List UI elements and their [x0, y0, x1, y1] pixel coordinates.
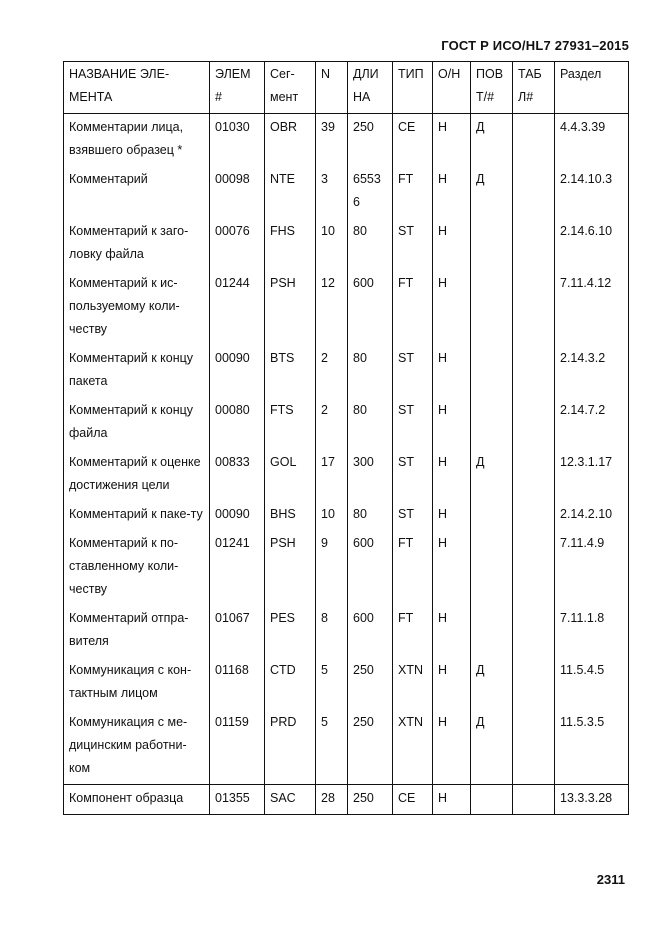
cell-type: FT [393, 605, 433, 657]
table-row [64, 218, 629, 270]
page-number: 2311 [596, 872, 625, 887]
cell-elem: 01241 [210, 530, 265, 605]
cell-type: ST [393, 397, 433, 449]
cell-n: 12 [316, 270, 348, 345]
cell-length: 600 [348, 270, 393, 345]
cell-segment: PSH [265, 530, 316, 605]
table-row [64, 449, 629, 501]
cell-rep [471, 530, 513, 605]
cell-n: 10 [316, 218, 348, 270]
cell-rep: Д [471, 166, 513, 218]
cell-on: Н [433, 449, 471, 501]
cell-section: 11.5.4.5 [555, 657, 629, 709]
cell-type: ST [393, 218, 433, 270]
cell-n: 3 [316, 166, 348, 218]
cell-on: Н [433, 345, 471, 397]
cell-elem: 01030 [210, 114, 265, 167]
col-header-name: НАЗВАНИЕ ЭЛЕ-МЕНТА [64, 62, 210, 114]
cell-tab [513, 785, 555, 815]
cell-elem: 00080 [210, 397, 265, 449]
col-header-elem: ЭЛЕМ # [210, 62, 265, 114]
cell-rep: Д [471, 114, 513, 167]
cell-length: 80 [348, 218, 393, 270]
cell-length: 600 [348, 530, 393, 605]
cell-rep [471, 397, 513, 449]
cell-length: 250 [348, 709, 393, 785]
table-row [64, 501, 629, 530]
cell-length: 600 [348, 605, 393, 657]
cell-on: Н [433, 501, 471, 530]
cell-rep [471, 270, 513, 345]
cell-n: 9 [316, 530, 348, 605]
cell-section: 4.4.3.39 [555, 114, 629, 167]
cell-rep [471, 605, 513, 657]
cell-section: 2.14.7.2 [555, 397, 629, 449]
cell-section: 2.14.6.10 [555, 218, 629, 270]
cell-section: 7.11.1.8 [555, 605, 629, 657]
col-header-tab: ТАБ Л# [513, 62, 555, 114]
cell-elem: 00098 [210, 166, 265, 218]
cell-n: 8 [316, 605, 348, 657]
cell-tab [513, 270, 555, 345]
cell-n: 5 [316, 657, 348, 709]
data-elements-table [63, 61, 629, 815]
cell-rep [471, 218, 513, 270]
cell-on: Н [433, 657, 471, 709]
cell-rep: Д [471, 709, 513, 785]
table-row [64, 785, 629, 815]
cell-elem: 00833 [210, 449, 265, 501]
cell-name: Комментарий [64, 166, 210, 218]
cell-tab [513, 501, 555, 530]
col-header-length: ДЛИ НА [348, 62, 393, 114]
cell-elem: 00090 [210, 345, 265, 397]
col-header-on: О/Н [433, 62, 471, 114]
cell-rep: Д [471, 449, 513, 501]
cell-length: 250 [348, 657, 393, 709]
cell-rep [471, 785, 513, 815]
cell-elem: 00076 [210, 218, 265, 270]
cell-section: 7.11.4.9 [555, 530, 629, 605]
cell-segment: BTS [265, 345, 316, 397]
table-row [64, 397, 629, 449]
cell-type: ST [393, 345, 433, 397]
cell-on: Н [433, 709, 471, 785]
cell-rep [471, 501, 513, 530]
cell-length: 80 [348, 397, 393, 449]
cell-name: Комментарий к оценке достижения цели [64, 449, 210, 501]
cell-type: XTN [393, 657, 433, 709]
cell-tab [513, 397, 555, 449]
cell-segment: OBR [265, 114, 316, 167]
col-header-type: ТИП [393, 62, 433, 114]
cell-n: 17 [316, 449, 348, 501]
cell-segment: SAC [265, 785, 316, 815]
cell-tab [513, 449, 555, 501]
cell-section: 2.14.10.3 [555, 166, 629, 218]
col-header-n: N [316, 62, 348, 114]
cell-tab [513, 345, 555, 397]
cell-tab [513, 218, 555, 270]
cell-length: 80 [348, 501, 393, 530]
cell-n: 2 [316, 345, 348, 397]
cell-type: ST [393, 449, 433, 501]
cell-length: 250 [348, 785, 393, 815]
cell-name: Комментарий к заго-ловку файла [64, 218, 210, 270]
cell-on: Н [433, 270, 471, 345]
cell-name: Комментарий к паке-ту [64, 501, 210, 530]
cell-name: Комментарий к ис-пользуемому коли-честву [64, 270, 210, 345]
cell-rep [471, 345, 513, 397]
cell-elem: 01159 [210, 709, 265, 785]
table-body [64, 114, 629, 815]
cell-name: Коммуникация с кон-тактным лицом [64, 657, 210, 709]
cell-tab [513, 657, 555, 709]
cell-name: Комментарии лица, взявшего образец * [64, 114, 210, 167]
cell-on: Н [433, 530, 471, 605]
cell-tab [513, 114, 555, 167]
cell-section: 7.11.4.12 [555, 270, 629, 345]
table-header-row [64, 62, 629, 114]
cell-elem: 01067 [210, 605, 265, 657]
cell-on: Н [433, 785, 471, 815]
cell-length: 65536 [348, 166, 393, 218]
cell-on: Н [433, 397, 471, 449]
table-row [64, 657, 629, 709]
cell-section: 2.14.3.2 [555, 345, 629, 397]
cell-segment: PSH [265, 270, 316, 345]
cell-on: Н [433, 114, 471, 167]
cell-on: Н [433, 166, 471, 218]
cell-name: Компонент образца [64, 785, 210, 815]
cell-length: 300 [348, 449, 393, 501]
cell-elem: 01244 [210, 270, 265, 345]
cell-name: Коммуникация с ме-дицинским работни-ком [64, 709, 210, 785]
cell-n: 5 [316, 709, 348, 785]
cell-type: FT [393, 530, 433, 605]
cell-n: 39 [316, 114, 348, 167]
cell-n: 28 [316, 785, 348, 815]
cell-type: FT [393, 166, 433, 218]
cell-on: Н [433, 605, 471, 657]
col-header-segment: Сег-мент [265, 62, 316, 114]
cell-segment: PRD [265, 709, 316, 785]
table-row [64, 114, 629, 167]
table-row [64, 166, 629, 218]
cell-length: 80 [348, 345, 393, 397]
cell-name: Комментарий к концу пакета [64, 345, 210, 397]
cell-tab [513, 530, 555, 605]
cell-type: FT [393, 270, 433, 345]
cell-elem: 00090 [210, 501, 265, 530]
cell-segment: GOL [265, 449, 316, 501]
cell-section: 2.14.2.10 [555, 501, 629, 530]
cell-segment: PES [265, 605, 316, 657]
table-row [64, 605, 629, 657]
cell-name: Комментарий к концу файла [64, 397, 210, 449]
cell-section: 11.5.3.5 [555, 709, 629, 785]
cell-type: ST [393, 501, 433, 530]
cell-type: XTN [393, 709, 433, 785]
table-row [64, 270, 629, 345]
col-header-rep: ПОВ Т/# [471, 62, 513, 114]
cell-elem: 01355 [210, 785, 265, 815]
cell-segment: NTE [265, 166, 316, 218]
cell-segment: FHS [265, 218, 316, 270]
cell-type: CE [393, 785, 433, 815]
cell-type: CE [393, 114, 433, 167]
cell-n: 10 [316, 501, 348, 530]
cell-segment: BHS [265, 501, 316, 530]
cell-segment: FTS [265, 397, 316, 449]
cell-tab [513, 166, 555, 218]
table-row [64, 530, 629, 605]
cell-length: 250 [348, 114, 393, 167]
cell-section: 13.3.3.28 [555, 785, 629, 815]
document-header: ГОСТ Р ИСО/HL7 27931–2015 [441, 38, 629, 53]
cell-name: Комментарий к по-ставленному коли-честву [64, 530, 210, 605]
cell-elem: 01168 [210, 657, 265, 709]
table-row [64, 709, 629, 785]
cell-section: 12.3.1.17 [555, 449, 629, 501]
cell-tab [513, 709, 555, 785]
col-header-section: Раздел [555, 62, 629, 114]
cell-tab [513, 605, 555, 657]
cell-n: 2 [316, 397, 348, 449]
cell-name: Комментарий отпра-вителя [64, 605, 210, 657]
cell-segment: CTD [265, 657, 316, 709]
cell-on: Н [433, 218, 471, 270]
table-row [64, 345, 629, 397]
cell-rep: Д [471, 657, 513, 709]
